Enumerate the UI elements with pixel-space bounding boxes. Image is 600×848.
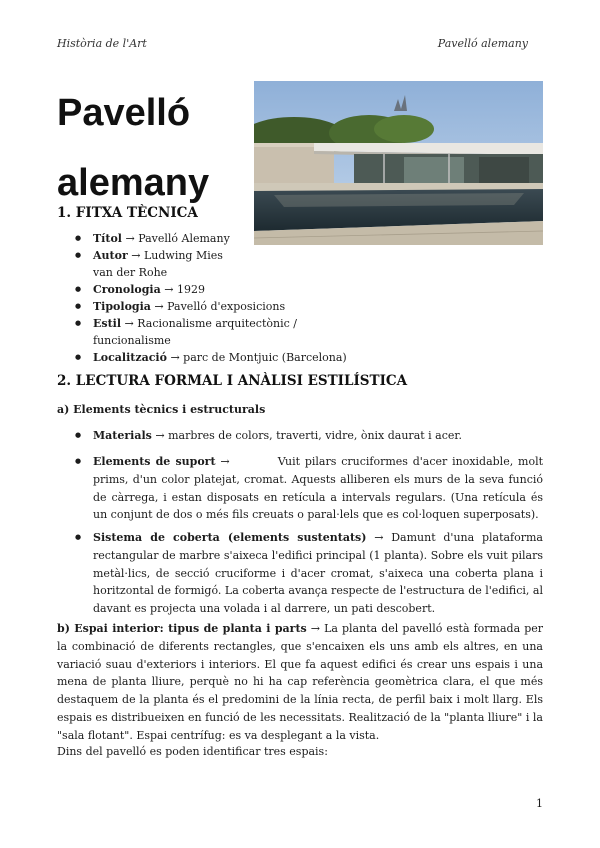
list-item: ● Elements de suport → Vuit pilars cruciformes d'acer inoxidable, molt prims, d'un color platejat, cromat. Aquests alliberen els murs de la seva funció de càrrega, i estan disposats en retícula a intervals regulars. (Una retícula és un conjunt de dos o més fils creuats o paral·lels que es col·loquen superposats).	[57, 453, 543, 524]
interior-space-paragraph: b) Espai interior: tipus de planta i parts → La planta del pavelló està formada per la combinació de diferents rectangles, que s'encaixen els uns amb els altres, en una variació suau d'exteriors i interiors. El que fa aquest edifici és crear uns espais i una mena de planta lliure, perquè no hi ha cap referència geomètrica clara, el que més destaquem de la planta és el predomini de la línia recta, de perfil baix i molt llarg. Els espais es distribueixen en funció de les necessitats. Realització de la "planta lliure" i la "sala flotant". Espai centrífug: es va desplegant a la vista.	[57, 622, 543, 742]
list-item: ● Autor → Ludwing Mies van der Rohe	[57, 247, 233, 281]
roof-system-list	[57, 529, 543, 618]
section-2-heading: 2. LECTURA FORMAL I ANÀLISI ESTILÍSTICA	[57, 373, 408, 389]
list-item: ● Cronologia → 1929	[57, 281, 357, 298]
list-item: ● Localització → parc de Montjuic (Barcelona)	[57, 349, 357, 366]
materials-list	[57, 427, 543, 445]
page-number: 1	[536, 797, 543, 810]
support-list	[57, 453, 543, 524]
header-subject: Història de l'Art	[57, 37, 147, 50]
list-item: ● Títol → Pavelló Alemany	[57, 230, 357, 247]
page-title: Pavelló alemany	[57, 92, 210, 204]
list-item: ● Estil → Racionalisme arquitectònic / funcionalisme	[57, 315, 357, 349]
list-item: ● Tipologia → Pavelló d'exposicions	[57, 298, 357, 315]
pavilion-photo	[254, 81, 543, 245]
spaces-intro: Dins del pavelló es poden identificar tres espais:	[57, 745, 328, 758]
fitxa-list	[57, 230, 357, 366]
list-item: ● Materials → marbres de colors, traverti, vidre, ònix daurat i acer.	[57, 427, 543, 445]
list-item: ● Sistema de coberta (elements sustentats) → Damunt d'una plataforma rectangular de marbre s'aixeca l'edifici principal (1 planta). Sobre els vuit pilars metàl·lics, de secció cruciforme i d'acer cromat, s'aixeca una coberta plana i horitzontal de formigó. La coberta avança respecte de l'estructura de l'edifici, al davant es projecta una volada i al darrere, un pati descobert.	[57, 529, 543, 618]
subsection-a-heading: a) Elements tècnics i estructurals	[57, 403, 266, 416]
header-topic: Pavelló alemany	[437, 37, 528, 50]
section-1-heading: 1. FITXA TÈCNICA	[57, 205, 198, 221]
